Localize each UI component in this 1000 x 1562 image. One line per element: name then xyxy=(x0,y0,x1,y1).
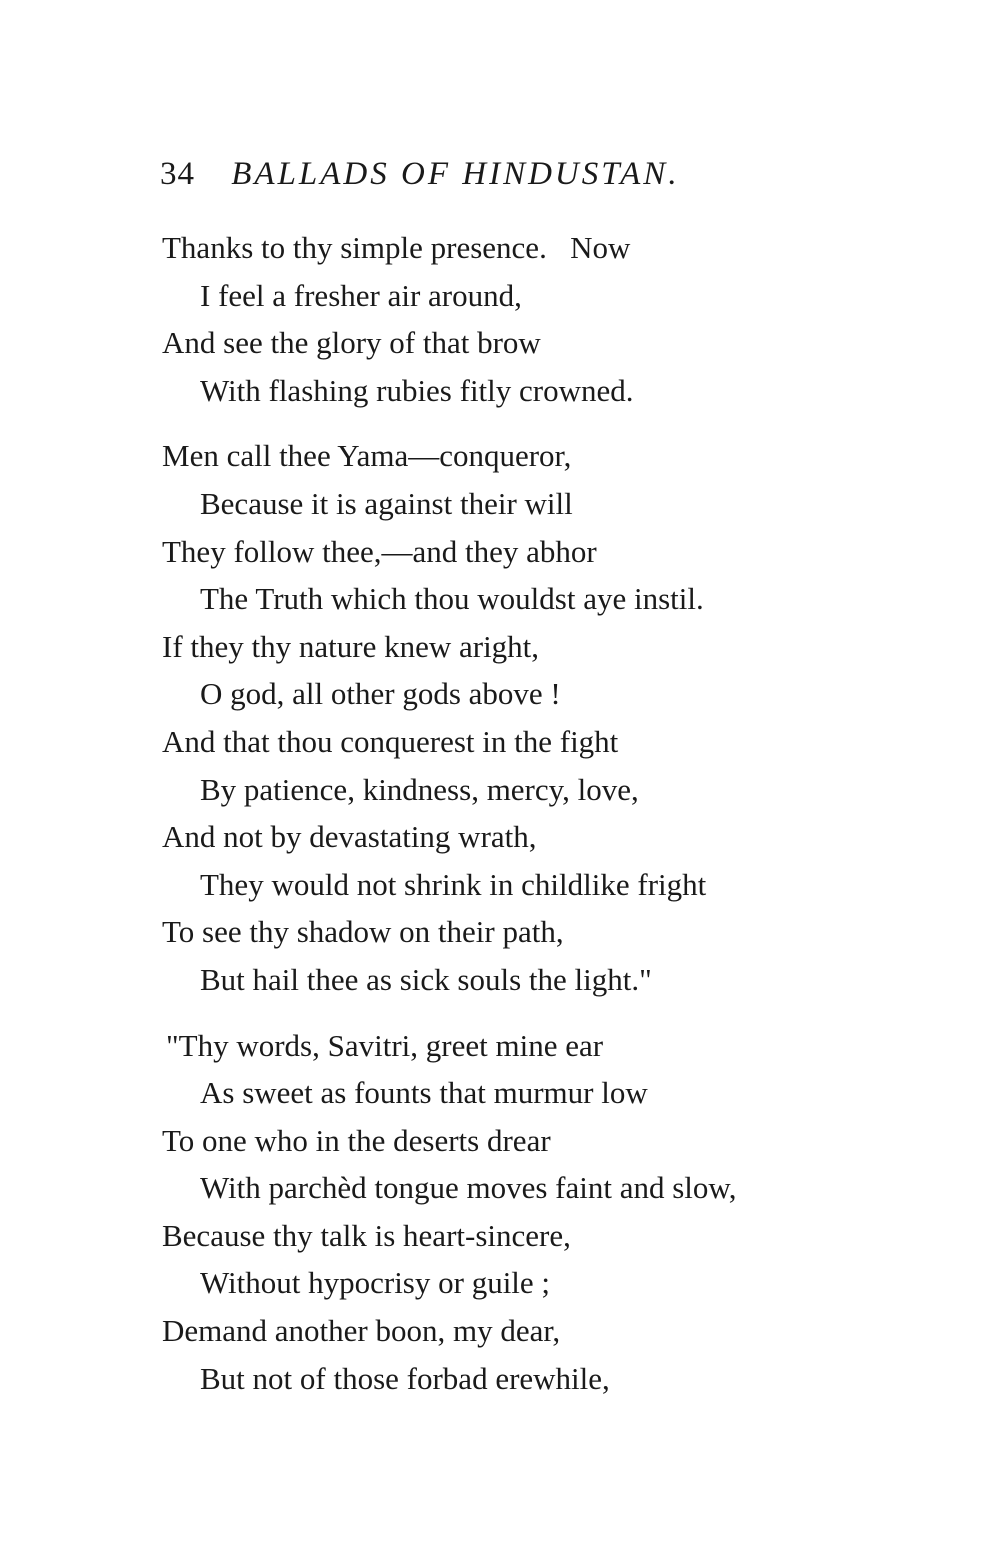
poem-line: Demand another boon, my dear, xyxy=(162,1313,561,1349)
poem-line: "Thy words, Savitri, greet mine ear xyxy=(166,1027,604,1063)
poem-line: With flashing rubies fitly crowned. xyxy=(200,372,634,408)
poem-line: Thanks to thy simple presence. Now xyxy=(162,230,631,265)
poem-line: They would not shrink in childlike fright xyxy=(200,866,707,902)
stanza-3 xyxy=(162,1022,982,1403)
poem-line: They follow thee,—and they abhor xyxy=(162,533,597,569)
poem-line: Men call thee Yama—conqueror, xyxy=(162,438,572,474)
running-title: BALLADS OF HINDUSTAN. xyxy=(231,156,680,192)
poem-line: To one who in the deserts drear xyxy=(162,1122,551,1158)
poem-line: But not of those forbad erewhile, xyxy=(200,1360,610,1396)
stanza-2 xyxy=(162,432,982,1003)
poem-line: I feel a fresher air around, xyxy=(200,277,522,313)
stanza-1 xyxy=(162,224,982,414)
poem-line: And that thou conquerest in the fight xyxy=(162,723,619,759)
poem-line: Because it is against their will xyxy=(200,485,573,521)
poem-line: Without hypocrisy or guile ; xyxy=(200,1265,551,1301)
poem-line: If they thy nature knew aright, xyxy=(162,628,540,664)
poem-line: And not by devastating wrath, xyxy=(162,819,537,855)
poem-line: The Truth which thou wouldst aye instil. xyxy=(200,581,704,617)
poem-line: By patience, kindness, mercy, love, xyxy=(200,771,639,807)
poem-text xyxy=(162,224,982,1402)
page-number: 34 xyxy=(160,156,195,192)
poem-line: Because thy talk is heart-sincere, xyxy=(162,1217,571,1253)
poem-line: As sweet as founts that murmur low xyxy=(200,1075,648,1111)
poem-line: To see thy shadow on their path, xyxy=(162,914,564,950)
poem-line: O god, all other gods above ! xyxy=(200,676,561,712)
poem-line: With parchèd tongue moves faint and slow, xyxy=(200,1170,737,1206)
page-header xyxy=(160,152,680,196)
poem-line: But hail thee as sick souls the light." xyxy=(200,961,652,997)
poem-line: And see the glory of that brow xyxy=(162,325,541,361)
